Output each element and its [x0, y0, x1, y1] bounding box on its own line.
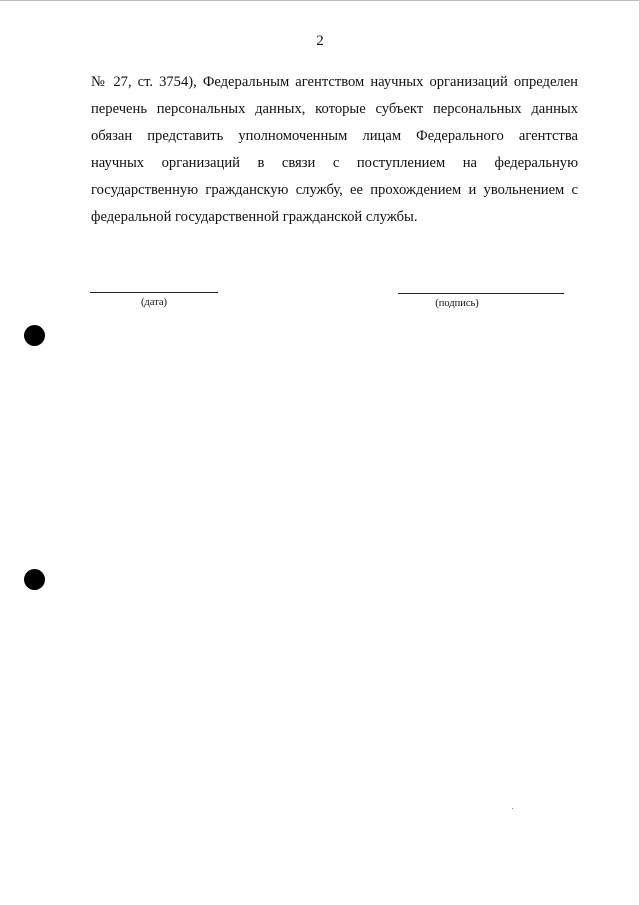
body-line: государственную гражданскую службу, ее прохождением и увольнением с [91, 182, 578, 198]
punch-hole-upper [24, 325, 45, 346]
page-edge-top [0, 0, 640, 1]
signature-caption: (подпись) [435, 298, 479, 309]
body-line: научных организаций в связи с поступлением на федеральную [91, 155, 578, 171]
page-number: 2 [316, 33, 324, 49]
date-caption: (дата) [140, 297, 168, 308]
body-line: федеральной государственной гражданской службы. [91, 209, 418, 225]
body-line: перечень персональных данных, которые субъект персональных данных [91, 101, 578, 117]
body-line: обязан представить уполномоченным лицам Федерального агентства [91, 128, 578, 144]
punch-hole-lower [24, 569, 45, 590]
date-line [90, 292, 218, 293]
body-paragraph [91, 69, 578, 231]
scan-speck [512, 808, 513, 809]
body-line: № 27, ст. 3754), Федеральным агентством научных организаций определен [91, 74, 578, 90]
signature-line [398, 293, 564, 294]
